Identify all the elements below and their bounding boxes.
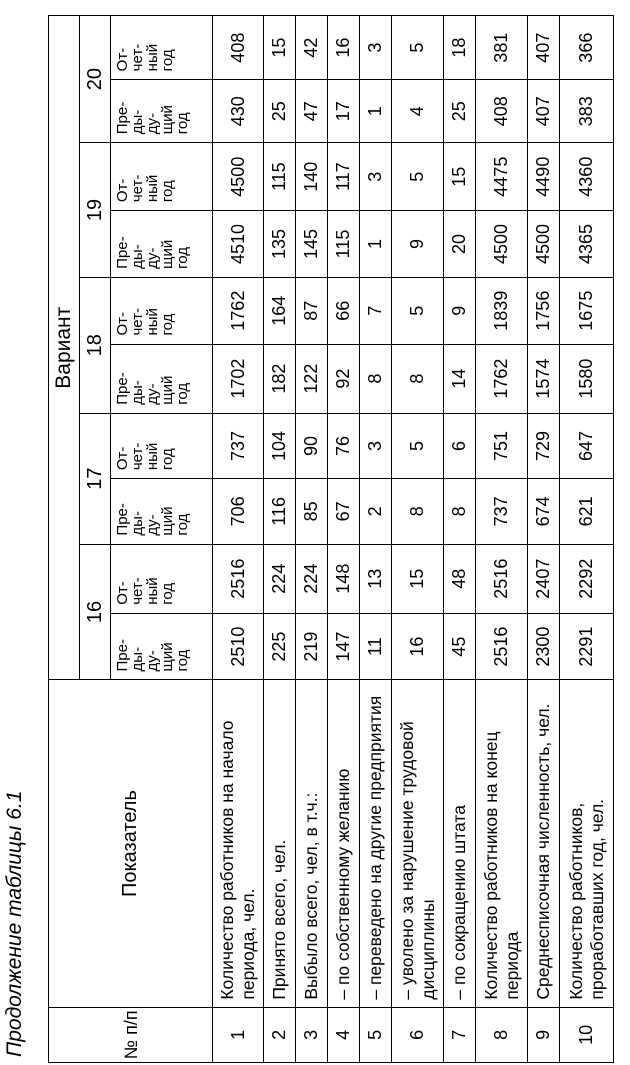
value-cell: 76 — [328, 413, 360, 478]
value-cell: 116 — [264, 479, 296, 544]
table-row — [476, 16, 528, 1063]
value-cell: 737 — [476, 479, 528, 544]
value-cell: 15 — [392, 544, 444, 613]
value-cell: 366 — [560, 16, 614, 80]
header-variant-17: 17 — [80, 413, 111, 544]
table-row — [264, 16, 296, 1063]
row-indicator: Принято всего, чел. — [264, 680, 296, 1007]
value-cell: 1762 — [213, 277, 264, 344]
value-cell: 408 — [213, 16, 264, 80]
value-cell: 25 — [444, 80, 476, 143]
value-cell: 45 — [444, 613, 476, 680]
value-cell: 20 — [444, 211, 476, 278]
value-cell: 140 — [296, 143, 328, 211]
row-number: 5 — [360, 1007, 392, 1062]
value-cell: 1 — [360, 80, 392, 143]
value-cell: 13 — [360, 544, 392, 613]
row-number: 1 — [213, 1007, 264, 1062]
value-cell: 1 — [360, 211, 392, 278]
row-indicator: – переведено на другие предприятия — [360, 680, 392, 1007]
value-cell: 85 — [296, 479, 328, 544]
header-report-year: От- чет- ный год — [111, 16, 213, 80]
table-row — [392, 16, 444, 1063]
value-cell: 6 — [444, 413, 476, 478]
value-cell: 8 — [444, 479, 476, 544]
value-cell: 87 — [296, 277, 328, 344]
value-cell: 407 — [528, 80, 560, 143]
value-cell: 224 — [296, 544, 328, 613]
value-cell: 47 — [296, 80, 328, 143]
value-cell: 2516 — [213, 544, 264, 613]
value-cell: 18 — [444, 16, 476, 80]
value-cell: 16 — [328, 16, 360, 80]
value-cell: 115 — [264, 143, 296, 211]
value-cell: 2300 — [528, 613, 560, 680]
value-cell: 25 — [264, 80, 296, 143]
data-table — [48, 15, 614, 1063]
row-indicator: Среднесписочная численность, чел. — [528, 680, 560, 1007]
row-indicator: – уволено за нарушение трудовой дисциплины — [392, 680, 444, 1007]
value-cell: 1675 — [560, 277, 614, 344]
header-report-year: От- чет- ный год — [111, 413, 213, 478]
table-row — [296, 16, 328, 1063]
table-row — [213, 16, 264, 1063]
value-cell: 15 — [444, 143, 476, 211]
value-cell: 115 — [328, 211, 360, 278]
value-cell: 11 — [360, 613, 392, 680]
value-cell: 5 — [392, 277, 444, 344]
table-row — [328, 16, 360, 1063]
value-cell: 224 — [264, 544, 296, 613]
row-number: 10 — [560, 1007, 614, 1062]
table-body — [213, 16, 614, 1063]
value-cell: 2 — [360, 479, 392, 544]
value-cell: 2291 — [560, 613, 614, 680]
value-cell: 9 — [392, 211, 444, 278]
value-cell: 90 — [296, 413, 328, 478]
value-cell: 408 — [476, 80, 528, 143]
value-cell: 4 — [392, 80, 444, 143]
value-cell: 219 — [296, 613, 328, 680]
value-cell: 2510 — [213, 613, 264, 680]
row-indicator: Количество работников, проработавших год, чел. — [560, 680, 614, 1007]
value-cell: 2516 — [476, 613, 528, 680]
row-number: 9 — [528, 1007, 560, 1062]
header-prev-year: Пре- ды- ду- щий год — [111, 80, 213, 143]
value-cell: 647 — [560, 413, 614, 478]
value-cell: 2516 — [476, 544, 528, 613]
header-variant-20: 20 — [80, 16, 111, 143]
row-number: 4 — [328, 1007, 360, 1062]
value-cell: 674 — [528, 479, 560, 544]
value-cell: 3 — [360, 413, 392, 478]
value-cell: 737 — [213, 413, 264, 478]
value-cell: 164 — [264, 277, 296, 344]
value-cell: 4490 — [528, 143, 560, 211]
value-cell: 145 — [296, 211, 328, 278]
value-cell: 4360 — [560, 143, 614, 211]
value-cell: 14 — [444, 344, 476, 413]
header-indicator: Показатель — [49, 680, 213, 1007]
header-report-year: От- чет- ный год — [111, 143, 213, 211]
value-cell: 122 — [296, 344, 328, 413]
row-indicator: Выбыло всего, чел, в т.ч.: — [296, 680, 328, 1007]
value-cell: 751 — [476, 413, 528, 478]
row-indicator: Количество работников на начало периода, чел. — [213, 680, 264, 1007]
value-cell: 92 — [328, 344, 360, 413]
value-cell: 135 — [264, 211, 296, 278]
row-number: 6 — [392, 1007, 444, 1062]
value-cell: 1702 — [213, 344, 264, 413]
header-prev-year: Пре- ды- ду- щий год — [111, 211, 213, 278]
header-variant-19: 19 — [80, 143, 111, 278]
value-cell: 5 — [392, 413, 444, 478]
header-num: № п/п — [49, 1007, 213, 1062]
value-cell: 1756 — [528, 277, 560, 344]
header-report-year: От- чет- ный год — [111, 544, 213, 613]
value-cell: 148 — [328, 544, 360, 613]
value-cell: 1580 — [560, 344, 614, 413]
value-cell: 1762 — [476, 344, 528, 413]
row-number: 2 — [264, 1007, 296, 1062]
row-number: 7 — [444, 1007, 476, 1062]
value-cell: 8 — [392, 479, 444, 544]
header-variant-18: 18 — [80, 277, 111, 413]
value-cell: 225 — [264, 613, 296, 680]
value-cell: 9 — [444, 277, 476, 344]
value-cell: 5 — [392, 16, 444, 80]
value-cell: 1839 — [476, 277, 528, 344]
value-cell: 4365 — [560, 211, 614, 278]
row-indicator: Количество работников на конец периода — [476, 680, 528, 1007]
header-prev-year: Пре- ды- ду- щий год — [111, 613, 213, 680]
value-cell: 4500 — [528, 211, 560, 278]
value-cell: 4500 — [213, 143, 264, 211]
header-prev-year: Пре- ды- ду- щий год — [111, 344, 213, 413]
value-cell: 147 — [328, 613, 360, 680]
value-cell: 1574 — [528, 344, 560, 413]
value-cell: 8 — [360, 344, 392, 413]
value-cell: 15 — [264, 16, 296, 80]
table-row — [528, 16, 560, 1063]
value-cell: 66 — [328, 277, 360, 344]
row-number: 8 — [476, 1007, 528, 1062]
table-row — [444, 16, 476, 1063]
value-cell: 17 — [328, 80, 360, 143]
value-cell: 2292 — [560, 544, 614, 613]
value-cell: 383 — [560, 80, 614, 143]
value-cell: 706 — [213, 479, 264, 544]
header-variant: Вариант — [49, 16, 80, 680]
row-indicator: – по собственному желанию — [328, 680, 360, 1007]
table-row — [560, 16, 614, 1063]
value-cell: 67 — [328, 479, 360, 544]
value-cell: 621 — [560, 479, 614, 544]
value-cell: 430 — [213, 80, 264, 143]
value-cell: 729 — [528, 413, 560, 478]
header-prev-year: Пре- ды- ду- щий год — [111, 479, 213, 544]
value-cell: 48 — [444, 544, 476, 613]
value-cell: 182 — [264, 344, 296, 413]
row-indicator: – по сокращению штата — [444, 680, 476, 1007]
value-cell: 407 — [528, 16, 560, 80]
value-cell: 16 — [392, 613, 444, 680]
header-variant-16: 16 — [80, 544, 111, 680]
header-report-year: От- чет- ный год — [111, 277, 213, 344]
table-caption: Продолжение таблицы 6.1 — [3, 790, 26, 1057]
value-cell: 4510 — [213, 211, 264, 278]
value-cell: 4475 — [476, 143, 528, 211]
table-row — [360, 16, 392, 1063]
value-cell: 104 — [264, 413, 296, 478]
value-cell: 8 — [392, 344, 444, 413]
value-cell: 5 — [392, 143, 444, 211]
value-cell: 7 — [360, 277, 392, 344]
value-cell: 42 — [296, 16, 328, 80]
value-cell: 3 — [360, 143, 392, 211]
value-cell: 117 — [328, 143, 360, 211]
value-cell: 381 — [476, 16, 528, 80]
value-cell: 3 — [360, 16, 392, 80]
row-number: 3 — [296, 1007, 328, 1062]
value-cell: 4500 — [476, 211, 528, 278]
value-cell: 2407 — [528, 544, 560, 613]
